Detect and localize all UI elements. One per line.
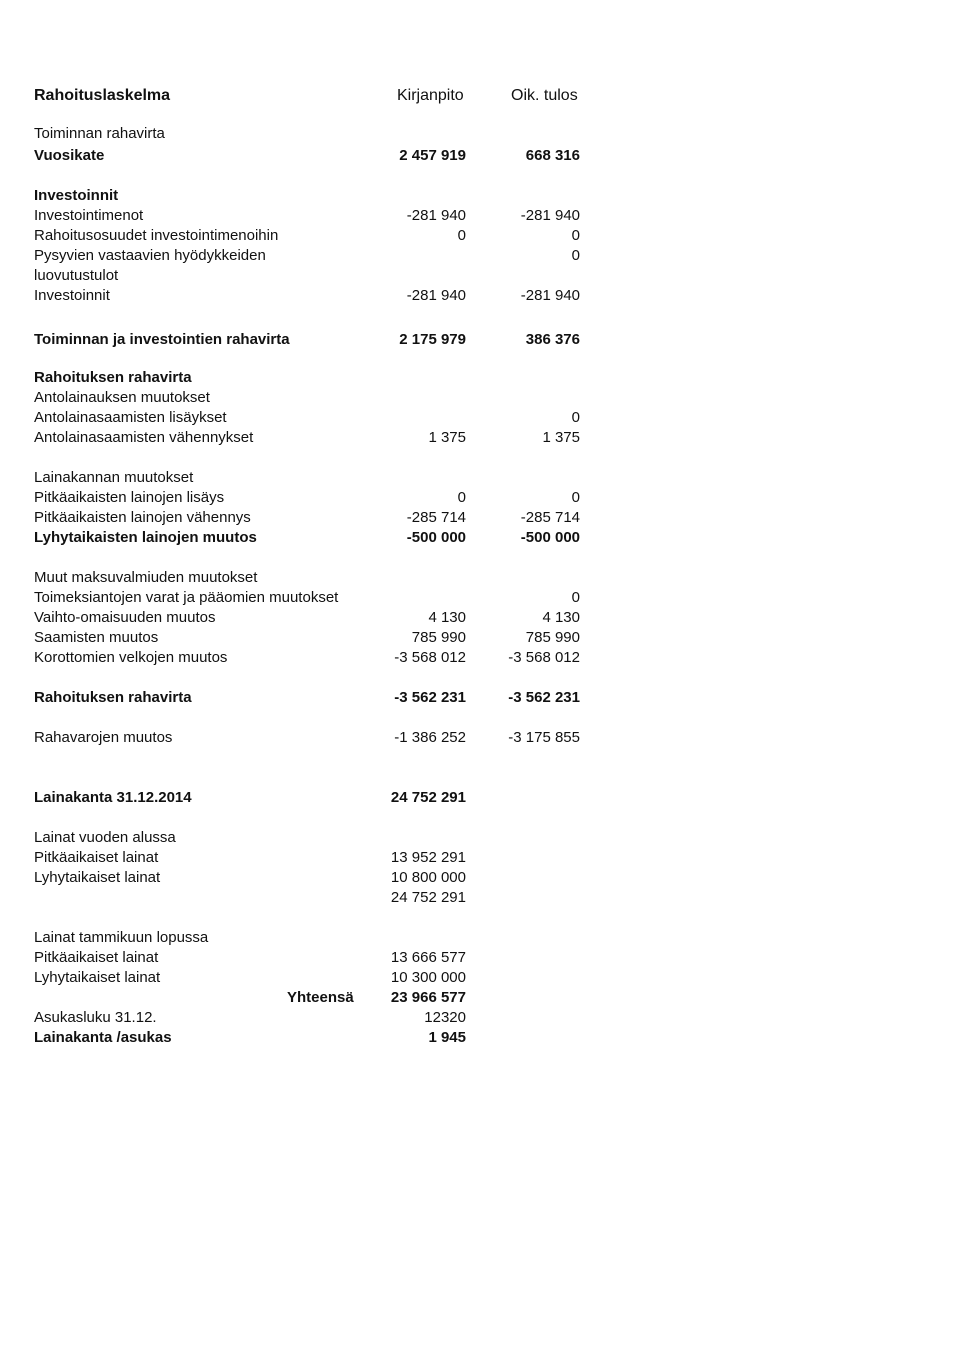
- row-label: Investoinnit: [34, 287, 110, 304]
- row-label: Toimeksiantojen varat ja pääomien muutokset: [34, 589, 339, 606]
- table-row: [0, 608, 960, 628]
- value-oik-tulos: -285 714: [520, 509, 580, 526]
- value-oik-tulos: 785 990: [525, 629, 580, 646]
- value-kirjanpito: -281 940: [406, 287, 466, 304]
- table-row: [0, 528, 960, 548]
- value-oik-tulos: 386 376: [525, 331, 580, 348]
- value-oik-tulos: 1 375: [542, 429, 580, 446]
- value-kirjanpito: -3 562 231: [394, 689, 466, 706]
- value-kirjanpito: -3 568 012: [394, 649, 466, 666]
- row-label: Toiminnan ja investointien rahavirta: [34, 331, 290, 348]
- value-kirjanpito: 2 175 979: [399, 331, 466, 348]
- value-oik-tulos: -3 562 231: [508, 689, 580, 706]
- value-oik-tulos: -281 940: [520, 287, 580, 304]
- row-label: Lainakanta /asukas: [34, 1029, 172, 1046]
- row-label: Lainakannan muutokset: [34, 469, 194, 486]
- row-label: Investoinnit: [34, 187, 119, 204]
- table-row: [0, 568, 960, 588]
- header-row: [0, 86, 960, 106]
- value-kirjanpito: 13 952 291: [390, 849, 466, 866]
- table-row: [0, 988, 960, 1008]
- table-row: [0, 226, 960, 246]
- row-label: Lainat vuoden alussa: [34, 829, 176, 846]
- document-title: Rahoituslaskelma: [34, 87, 171, 104]
- table-row: [0, 788, 960, 808]
- row-label: Lyhytaikaiset lainat: [34, 969, 161, 986]
- value-oik-tulos: 0: [571, 409, 580, 426]
- value-kirjanpito: 23 966 577: [390, 989, 466, 1006]
- row-label: Vuosikate: [34, 147, 105, 164]
- column-header-kirjanpito: Kirjanpito: [397, 87, 464, 104]
- value-oik-tulos: 0: [571, 489, 580, 506]
- row-label: Antolainasaamisten lisäykset: [34, 409, 227, 426]
- table-row: [0, 948, 960, 968]
- value-kirjanpito: -1 386 252: [394, 729, 466, 746]
- value-kirjanpito: -281 940: [406, 207, 466, 224]
- row-label: Pitkäaikaisten lainojen vähennys: [34, 509, 251, 526]
- table-row: [0, 928, 960, 948]
- total-label: Yhteensä: [287, 989, 354, 1006]
- row-label: Rahavarojen muutos: [34, 729, 173, 746]
- row-label: Korottomien velkojen muutos: [34, 649, 228, 666]
- table-row: [0, 186, 960, 206]
- value-oik-tulos: 668 316: [525, 147, 580, 164]
- row-label: Rahoitusosuudet investointimenoihin: [34, 227, 279, 244]
- row-label: Vaihto-omaisuuden muutos: [34, 609, 216, 626]
- row-label: Lyhytaikaiset lainat: [34, 869, 161, 886]
- value-oik-tulos: 4 130: [542, 609, 580, 626]
- table-row: [0, 728, 960, 748]
- row-label: Saamisten muutos: [34, 629, 159, 646]
- value-kirjanpito: 10 800 000: [390, 869, 466, 886]
- table-row: [0, 888, 960, 908]
- value-oik-tulos: 0: [571, 589, 580, 606]
- table-row: [0, 408, 960, 428]
- value-kirjanpito: 13 666 577: [390, 949, 466, 966]
- row-label: Muut maksuvalmiuden muutokset: [34, 569, 258, 586]
- table-row: [0, 368, 960, 388]
- table-row: [0, 628, 960, 648]
- value-oik-tulos: -3 568 012: [508, 649, 580, 666]
- table-row: [0, 1028, 960, 1048]
- value-oik-tulos: -500 000: [520, 529, 580, 546]
- table-row: [0, 246, 960, 266]
- table-row: [0, 868, 960, 888]
- row-label: Pysyvien vastaavien hyödykkeiden: [34, 247, 266, 264]
- row-label: Pitkäaikaiset lainat: [34, 849, 159, 866]
- value-kirjanpito: 10 300 000: [390, 969, 466, 986]
- value-oik-tulos: -3 175 855: [508, 729, 580, 746]
- value-kirjanpito: 4 130: [428, 609, 466, 626]
- value-kirjanpito: 1 945: [428, 1029, 466, 1046]
- row-label: Rahoituksen rahavirta: [34, 689, 192, 706]
- row-label: Asukasluku 31.12.: [34, 1009, 157, 1026]
- value-oik-tulos: 0: [571, 227, 580, 244]
- row-label: Pitkäaikaisten lainojen lisäys: [34, 489, 225, 506]
- table-row: [0, 848, 960, 868]
- row-label: Rahoituksen rahavirta: [34, 369, 192, 386]
- row-label: Lainat tammikuun lopussa: [34, 929, 209, 946]
- table-row: [0, 468, 960, 488]
- value-kirjanpito: 24 752 291: [390, 889, 466, 906]
- table-row: [0, 588, 960, 608]
- table-row: [0, 330, 960, 350]
- value-kirjanpito: 12320: [424, 1009, 466, 1026]
- table-row: [0, 508, 960, 528]
- value-oik-tulos: -281 940: [520, 207, 580, 224]
- table-row: [0, 488, 960, 508]
- value-kirjanpito: 24 752 291: [390, 789, 466, 806]
- row-label: Toiminnan rahavirta: [34, 125, 165, 142]
- value-kirjanpito: 0: [457, 227, 466, 244]
- row-label: Lyhytaikaisten lainojen muutos: [34, 529, 257, 546]
- value-kirjanpito: -285 714: [406, 509, 466, 526]
- table-row: [0, 648, 960, 668]
- value-kirjanpito: 1 375: [428, 429, 466, 446]
- table-row: [0, 286, 960, 306]
- value-kirjanpito: 0: [457, 489, 466, 506]
- row-label: luovutustulot: [34, 267, 119, 284]
- table-row: [0, 146, 960, 166]
- value-kirjanpito: 2 457 919: [399, 147, 466, 164]
- column-header-oik-tulos: Oik. tulos: [511, 87, 578, 104]
- value-kirjanpito: 785 990: [411, 629, 466, 646]
- value-oik-tulos: 0: [571, 247, 580, 264]
- row-label: Investointimenot: [34, 207, 144, 224]
- table-row: [0, 388, 960, 408]
- row-label: Pitkäaikaiset lainat: [34, 949, 159, 966]
- row-label: Lainakanta 31.12.2014: [34, 789, 192, 806]
- table-row: [0, 124, 960, 144]
- table-row: [0, 1008, 960, 1028]
- row-label: Antolainauksen muutokset: [34, 389, 210, 406]
- table-row: [0, 968, 960, 988]
- table-row: [0, 206, 960, 226]
- row-label: Antolainasaamisten vähennykset: [34, 429, 254, 446]
- table-row: [0, 828, 960, 848]
- value-kirjanpito: -500 000: [406, 529, 466, 546]
- table-row: [0, 688, 960, 708]
- table-row: [0, 266, 960, 286]
- table-row: [0, 428, 960, 448]
